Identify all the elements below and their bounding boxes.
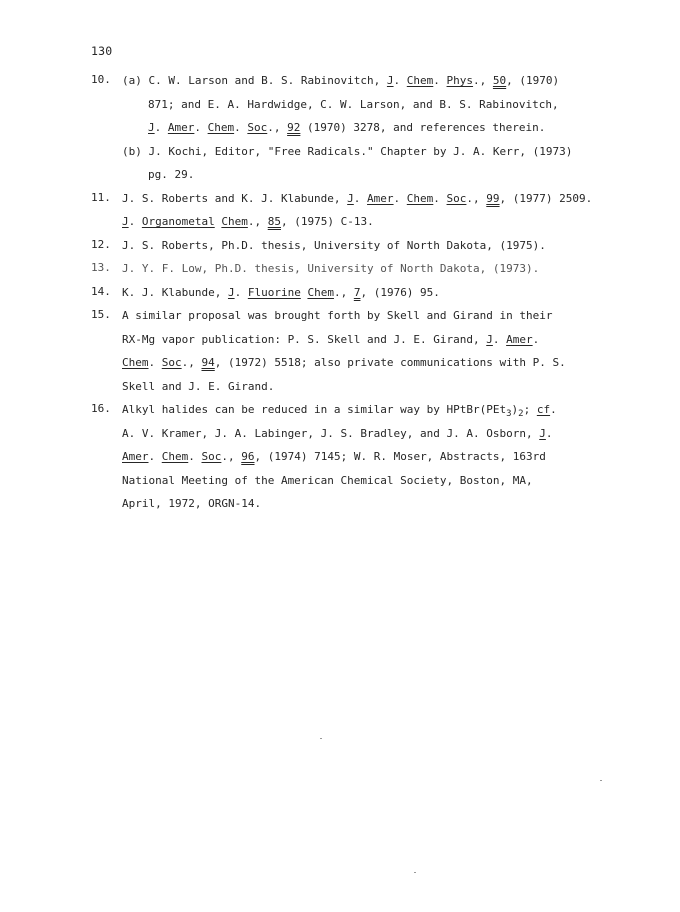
reference-text: , (1975) C-13. (280, 215, 374, 228)
journal-abbrev: J (148, 121, 155, 134)
reference-12 (91, 238, 611, 262)
punctuation: . (234, 121, 248, 134)
reference-line (91, 496, 611, 520)
punctuation: . (532, 332, 540, 346)
journal-abbrev: Amer (167, 121, 195, 134)
volume-number: 96 (241, 450, 255, 463)
punctuation: . (194, 121, 208, 134)
reference-text: pg. 29. (148, 168, 195, 181)
punctuation: . (188, 450, 202, 463)
reference-10 (91, 73, 611, 191)
punctuation: ; (523, 403, 537, 416)
reference-line (91, 214, 611, 238)
reference-text: April, 1972, ORGN-14. (122, 497, 262, 510)
journal-abbrev: Fluorine (247, 285, 301, 299)
volume-number: 99 (486, 191, 500, 205)
page-number: 130 (91, 44, 113, 58)
cf-abbrev: cf (536, 403, 551, 416)
reference-line (91, 308, 611, 332)
reference-number: 12. (91, 237, 111, 251)
reference-number: 15. (91, 308, 111, 321)
punctuation: . (393, 191, 407, 205)
sub-item-label: (b) (122, 144, 142, 158)
reference-line (91, 97, 611, 121)
reference-line (91, 449, 611, 473)
punctuation: . (148, 450, 162, 463)
reference-line (91, 191, 611, 215)
punctuation: . (433, 74, 447, 87)
punctuation: ., (473, 74, 493, 87)
punctuation: ., (181, 356, 202, 369)
journal-abbrev: Soc (446, 191, 467, 205)
reference-text: , (1970) (506, 74, 560, 87)
journal-abbrev: Amer (506, 332, 533, 346)
journal-abbrev: J (122, 215, 129, 228)
reference-15 (91, 308, 611, 402)
punctuation: ., (333, 285, 354, 299)
journal-abbrev: Soc (201, 450, 222, 463)
journal-abbrev: J (539, 426, 546, 440)
volume-number: 50 (492, 74, 507, 87)
punctuation: ., (247, 215, 268, 228)
punctuation: . (154, 121, 168, 134)
reference-11 (91, 191, 611, 238)
reference-text: C. W. Larson and B. S. Rabinovitch, (148, 74, 387, 87)
reference-text: , (1974) 7145; W. R. Moser, Abstracts, 163rd (254, 450, 546, 463)
journal-abbrev: Chem (221, 215, 248, 228)
journal-abbrev: J (227, 285, 235, 299)
punctuation: ) (511, 403, 519, 416)
reference-number: 13. (91, 261, 111, 274)
reference-13 (91, 261, 611, 285)
reference-line (91, 473, 611, 497)
reference-text: , (1972) 5518; also private communications with P. S. (214, 356, 566, 369)
reference-16 (91, 402, 611, 520)
reference-text: J. S. Roberts, Ph.D. thesis, University of North Dakota, (1975). (122, 238, 546, 252)
reference-text: National Meeting of the American Chemical Society, Boston, MA, (122, 473, 533, 487)
journal-abbrev: Organometal (141, 215, 215, 228)
punctuation: . (234, 285, 248, 299)
subscript: 2 (518, 409, 524, 419)
reference-line (91, 426, 611, 450)
reference-14 (91, 285, 611, 309)
reference-text: K. J. Klabunde, (122, 285, 228, 299)
reference-line (91, 261, 611, 285)
reference-text: , (1976) 95. (360, 285, 440, 299)
volume-number: 92 (287, 121, 301, 134)
punctuation: . (393, 74, 407, 87)
reference-text: Skell and J. E. Girand. (122, 379, 275, 393)
journal-abbrev: Chem (122, 356, 149, 369)
reference-list (91, 73, 611, 520)
reference-text: (1970) 3278, and references therein. (300, 121, 546, 134)
reference-text: A. V. Kramer, J. A. Labinger, J. S. Bradley, and J. A. Osborn, (122, 426, 540, 440)
reference-text: J. Y. F. Low, Ph.D. thesis, University of North Dakota, (1973). (122, 262, 540, 275)
punctuation: . (492, 332, 507, 346)
volume-number: 85 (267, 215, 281, 228)
punctuation: ., (267, 121, 288, 134)
journal-abbrev: Chem (406, 191, 434, 205)
reference-line (91, 120, 611, 144)
journal-abbrev: Chem (406, 74, 434, 87)
punctuation: . (550, 403, 557, 416)
reference-number: 16. (91, 402, 111, 415)
journal-abbrev: Phys (446, 74, 474, 87)
reference-number: 11. (91, 190, 111, 204)
journal-abbrev: J (486, 332, 493, 346)
reference-text: J. S. Roberts and K. J. Klabunde, (122, 191, 348, 205)
reference-line (91, 285, 611, 309)
journal-abbrev: Chem (161, 450, 189, 463)
scan-speck (600, 780, 602, 781)
punctuation: . (353, 191, 368, 205)
punctuation: . (128, 215, 142, 228)
reference-line (91, 355, 611, 379)
journal-abbrev: Soc (247, 121, 268, 134)
punctuation: ., (466, 191, 487, 205)
reference-text: RX-Mg vapor publication: P. S. Skell and J. E. Girand, (122, 332, 487, 346)
reference-line (91, 332, 611, 356)
journal-abbrev: J (347, 191, 354, 205)
reference-text: A similar proposal was brought forth by Skell and Girand in their (122, 309, 553, 322)
reference-number: 10. (91, 73, 111, 86)
reference-text: J. Kochi, Editor, "Free Radicals." Chapter by J. A. Kerr, (1973) (148, 144, 573, 158)
scan-speck (414, 872, 416, 873)
reference-line (91, 73, 611, 97)
subscript: 3 (506, 409, 512, 419)
volume-number: 94 (201, 356, 215, 369)
reference-text: Alkyl halides can be reduced in a similar way by HPtBr(PEt (122, 403, 507, 416)
journal-abbrev: Chem (307, 285, 334, 299)
journal-abbrev: Amer (122, 450, 149, 463)
journal-abbrev: Chem (207, 121, 235, 134)
volume-number: 7 (353, 285, 361, 299)
reference-text: 871; and E. A. Hardwidge, C. W. Larson, and B. S. Rabinovitch, (148, 97, 559, 111)
reference-number: 14. (91, 284, 111, 298)
reference-text: , (1977) 2509. (499, 191, 593, 205)
journal-abbrev: J (386, 74, 394, 87)
reference-line (91, 379, 611, 403)
journal-abbrev: Amer (367, 191, 394, 205)
punctuation: . (148, 356, 162, 369)
reference-line (91, 238, 611, 262)
reference-line (91, 167, 611, 191)
reference-line (91, 144, 611, 168)
journal-abbrev: Soc (161, 356, 182, 369)
scan-speck (320, 738, 322, 739)
reference-line (91, 402, 611, 426)
sub-item-label: (a) (122, 74, 142, 87)
punctuation: . (433, 191, 447, 205)
punctuation: ., (221, 450, 242, 463)
punctuation: . (545, 426, 553, 440)
